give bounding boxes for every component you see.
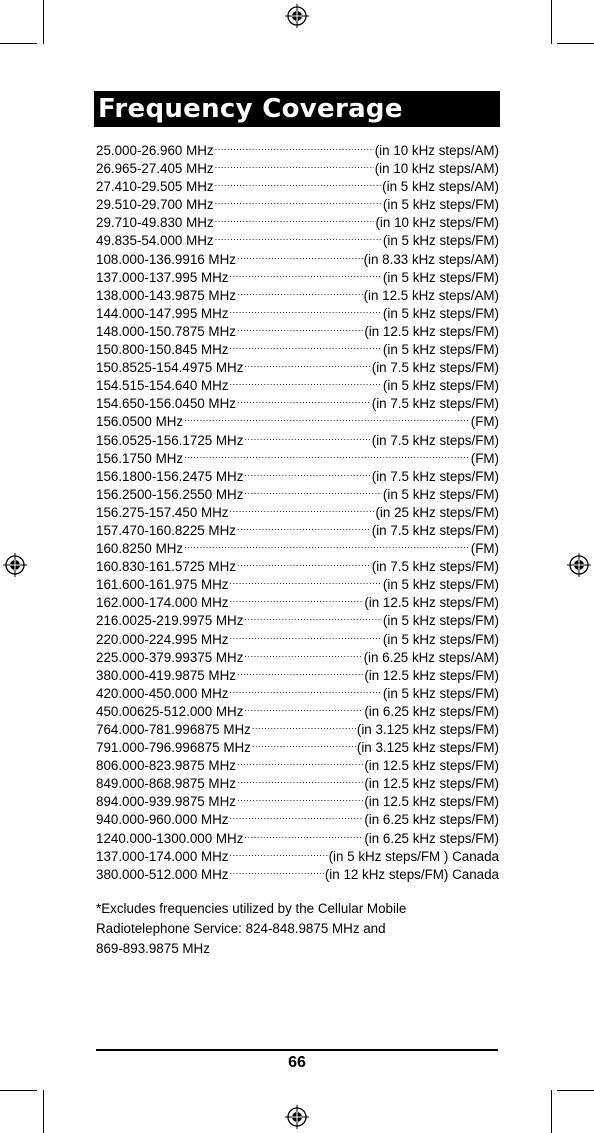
frequency-range: 940.000-960.000 MHz <box>96 812 229 828</box>
dot-leader <box>215 227 382 245</box>
frequency-range: 29.710-49.830 MHz <box>96 215 214 231</box>
dot-leader <box>184 445 470 463</box>
dot-leader <box>215 209 375 227</box>
dot-leader <box>230 680 382 698</box>
step-mode: (in 5 kHz steps/FM) <box>382 613 499 629</box>
step-mode: (in 5 kHz steps/FM) <box>382 342 499 358</box>
step-mode: (in 7.5 kHz steps/FM) <box>371 468 499 484</box>
registration-mark-top-icon <box>285 4 309 28</box>
frequency-range: 144.000-147.995 MHz <box>96 305 229 321</box>
dot-leader <box>215 191 382 209</box>
dot-leader <box>237 390 371 408</box>
dot-leader <box>215 155 374 173</box>
frequency-range: 156.275-157.450 MHz <box>96 504 229 520</box>
step-mode: (in 5 kHz steps/FM) <box>382 305 499 321</box>
step-mode: (in 5 kHz steps/FM) <box>382 233 499 249</box>
footnote-line-2: Radiotelephone Service: 824-848.9875 MHz and <box>96 921 386 936</box>
step-mode: (FM) <box>470 541 499 557</box>
frequency-range: 157.470-160.8225 MHz <box>96 522 236 538</box>
crop-mark-top-right-horizontal <box>557 43 594 44</box>
dot-leader <box>237 282 363 300</box>
dot-leader <box>244 825 363 843</box>
step-mode: (in 10 kHz steps/AM) <box>374 161 499 177</box>
dot-leader <box>237 246 363 264</box>
frequency-range: 380.000-512.000 MHz <box>96 866 229 882</box>
step-mode: (in 6.25 kHz steps/FM) <box>364 812 499 828</box>
frequency-range: 161.600-161.975 MHz <box>96 577 229 593</box>
step-mode: (in 3.125 kHz steps/FM) <box>356 740 499 756</box>
footer-divider <box>96 1049 498 1051</box>
registration-mark-bottom-icon <box>285 1105 309 1129</box>
dot-leader <box>244 354 370 372</box>
crop-mark-top-left-horizontal <box>0 43 37 44</box>
step-mode: (in 6.25 kHz steps/AM) <box>363 649 499 665</box>
page-number: 66 <box>288 1054 306 1071</box>
dot-leader <box>244 481 382 499</box>
frequency-range: 29.510-29.700 MHz <box>96 197 214 213</box>
step-mode: (in 25 kHz steps/FM) <box>375 504 499 520</box>
frequency-coverage-list <box>96 137 499 882</box>
frequency-range: 156.1750 MHz <box>96 450 184 466</box>
page-title-bar <box>94 91 500 127</box>
frequency-range: 156.1800-156.2475 MHz <box>96 468 244 484</box>
registration-mark-left-icon <box>3 553 27 577</box>
dot-leader <box>230 336 382 354</box>
dot-leader <box>237 752 363 770</box>
step-mode: (in 5 kHz steps/FM) <box>382 269 499 285</box>
dot-leader <box>184 408 470 426</box>
frequency-range: 1240.000-1300.000 MHz <box>96 830 244 846</box>
frequency-range: 156.0500 MHz <box>96 414 184 430</box>
step-mode: (in 7.5 kHz steps/FM) <box>371 522 499 538</box>
frequency-range: 162.000-174.000 MHz <box>96 595 229 611</box>
step-mode: (in 6.25 kHz steps/FM) <box>364 703 499 719</box>
frequency-range: 380.000-419.9875 MHz <box>96 667 236 683</box>
frequency-range: 148.000-150.7875 MHz <box>96 323 236 339</box>
footnote-line-3: 869-893.9875 MHz <box>96 941 210 956</box>
step-mode: (in 12.5 kHz steps/FM) <box>364 595 499 611</box>
step-mode: (in 5 kHz steps/FM) <box>382 486 499 502</box>
frequency-range: 156.2500-156.2550 MHz <box>96 486 244 502</box>
dot-leader <box>230 300 382 318</box>
frequency-range: 138.000-143.9875 MHz <box>96 287 236 303</box>
step-mode: (in 12 kHz steps/FM) Canada <box>324 866 499 882</box>
step-mode: (in 7.5 kHz steps/FM) <box>371 559 499 575</box>
dot-leader <box>184 535 470 553</box>
page-title: Frequency Coverage <box>98 94 403 124</box>
step-mode: (in 12.5 kHz steps/FM) <box>364 758 499 774</box>
frequency-range: 154.650-156.0450 MHz <box>96 396 236 412</box>
footnote-line-1: *Excludes frequencies utilized by the Cellular Mobile <box>96 901 407 916</box>
dot-leader <box>230 372 382 390</box>
frequency-range: 764.000-781.996875 MHz <box>96 722 251 737</box>
frequency-range: 849.000-868.9875 MHz <box>96 776 236 792</box>
dot-leader <box>237 662 363 680</box>
step-mode: (in 12.5 kHz steps/FM) <box>364 667 499 683</box>
dot-leader <box>244 644 362 662</box>
step-mode: (in 12.5 kHz steps/AM) <box>363 287 499 303</box>
dot-leader <box>230 806 364 824</box>
frequency-range: 225.000-379.99375 MHz <box>96 649 244 665</box>
dot-leader <box>230 499 375 517</box>
dot-leader <box>215 173 382 191</box>
step-mode: (in 5 kHz steps/FM) <box>382 378 499 394</box>
dot-leader <box>237 318 363 336</box>
frequency-range: 160.8250 MHz <box>96 541 184 557</box>
list-item <box>96 137 499 158</box>
frequency-range: 137.000-137.995 MHz <box>96 269 229 285</box>
frequency-range: 27.410-29.505 MHz <box>96 179 214 195</box>
step-mode: (FM) <box>470 414 499 430</box>
frequency-range: 791.000-796.996875 MHz <box>96 740 251 756</box>
step-mode: (in 7.5 kHz steps/FM) <box>371 360 499 376</box>
registration-mark-right-icon <box>567 553 591 577</box>
step-mode: (in 10 kHz steps/FM) <box>375 215 499 231</box>
dot-leader <box>237 553 371 571</box>
dot-leader <box>230 843 328 861</box>
step-mode: (in 7.5 kHz steps/FM) <box>371 396 499 412</box>
dot-leader <box>230 589 364 607</box>
frequency-range: 154.515-154.640 MHz <box>96 378 229 394</box>
dot-leader <box>244 607 382 625</box>
step-mode: (in 12.5 kHz steps/FM) <box>364 776 499 792</box>
dot-leader <box>244 463 370 481</box>
footnote <box>96 899 501 959</box>
crop-mark-bottom-right-horizontal <box>557 1090 594 1091</box>
step-mode: (in 5 kHz steps/FM) <box>382 577 499 593</box>
frequency-range: 806.000-823.9875 MHz <box>96 758 236 774</box>
dot-leader <box>237 788 363 806</box>
dot-leader <box>230 861 324 879</box>
step-mode: (in 3.125 kHz steps/FM) <box>356 722 499 737</box>
step-mode: (FM) <box>470 450 499 466</box>
frequency-range: 150.8525-154.4975 MHz <box>96 360 244 376</box>
dot-leader <box>237 517 371 535</box>
step-mode: (in 5 kHz steps/FM) <box>382 197 499 213</box>
frequency-range: 894.000-939.9875 MHz <box>96 794 236 810</box>
dot-leader <box>252 734 356 752</box>
step-mode: (in 5 kHz steps/FM) <box>382 631 499 647</box>
dot-leader <box>215 137 374 155</box>
frequency-range: 49.835-54.000 MHz <box>96 233 214 249</box>
frequency-range: 160.830-161.5725 MHz <box>96 559 236 575</box>
dot-leader <box>230 626 382 644</box>
frequency-range: 420.000-450.000 MHz <box>96 685 229 701</box>
frequency-range: 220.000-224.995 MHz <box>96 631 229 647</box>
crop-mark-bottom-left-horizontal <box>0 1090 37 1091</box>
frequency-range: 150.800-150.845 MHz <box>96 342 229 358</box>
dot-leader <box>244 427 370 445</box>
crop-mark-top-left-vertical <box>43 0 44 44</box>
dot-leader <box>252 716 356 734</box>
frequency-range: 26.965-27.405 MHz <box>96 161 214 177</box>
step-mode: (in 5 kHz steps/AM) <box>382 179 499 195</box>
frequency-range: 216.0025-219.9975 MHz <box>96 613 244 629</box>
step-mode: (in 5 kHz steps/FM) <box>382 685 499 701</box>
crop-mark-top-right-vertical <box>551 0 552 44</box>
dot-leader <box>230 571 382 589</box>
frequency-range: 108.000-136.9916 MHz <box>96 251 236 267</box>
dot-leader <box>244 698 363 716</box>
step-mode: (in 10 kHz steps/AM) <box>374 143 499 158</box>
frequency-range: 137.000-174.000 MHz <box>96 848 229 864</box>
step-mode: (in 5 kHz steps/FM ) Canada <box>328 848 499 864</box>
step-mode: (in 8.33 kHz steps/AM) <box>363 251 499 267</box>
frequency-range: 450.00625-512.000 MHz <box>96 703 244 719</box>
step-mode: (in 6.25 kHz steps/FM) <box>364 830 499 846</box>
step-mode: (in 12.5 kHz steps/FM) <box>364 794 499 810</box>
frequency-range: 25.000-26.960 MHz <box>96 143 214 158</box>
frequency-range: 156.0525-156.1725 MHz <box>96 432 244 448</box>
crop-mark-bottom-left-vertical <box>43 1090 44 1133</box>
dot-leader <box>237 770 363 788</box>
step-mode: (in 12.5 kHz steps/FM) <box>364 323 499 339</box>
dot-leader <box>230 264 382 282</box>
step-mode: (in 7.5 kHz steps/FM) <box>371 432 499 448</box>
crop-mark-bottom-right-vertical <box>551 1090 552 1133</box>
